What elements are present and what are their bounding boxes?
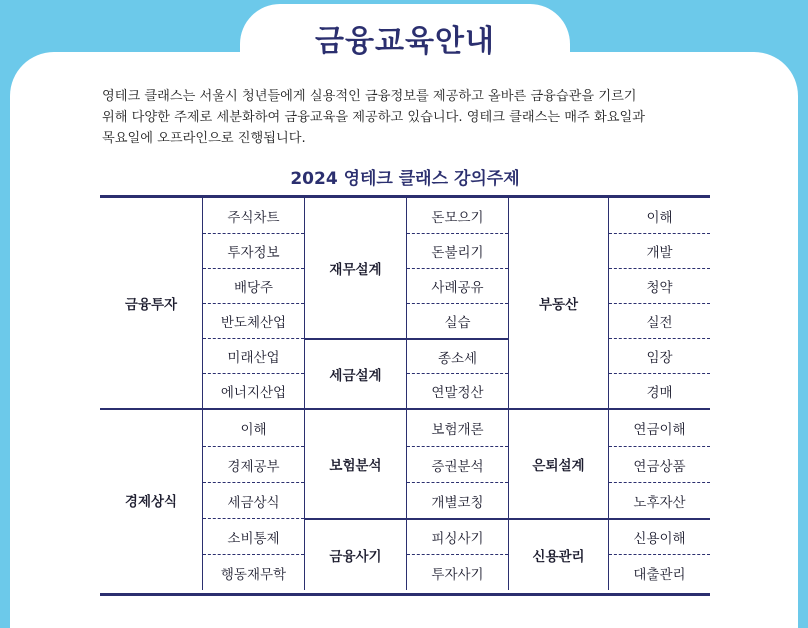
items-column-insurance	[406, 410, 508, 590]
items-column-retirement	[608, 410, 710, 590]
topic-item: 청약	[609, 268, 710, 303]
topic-item: 대출관리	[609, 554, 710, 590]
category-column-insurance	[304, 410, 406, 590]
topic-item: 개별코칭	[407, 482, 508, 518]
topic-item: 이해	[240, 422, 267, 438]
page-title: 금융교육안내	[315, 24, 495, 59]
category-credit: 신용관리	[509, 518, 608, 590]
topic-item: 노후자산	[609, 482, 710, 518]
items-column-economics	[202, 410, 304, 590]
items-column-planning	[406, 198, 508, 408]
topic-item: 보험개론	[431, 422, 484, 438]
topic-item: 투자사기	[407, 554, 508, 590]
topic-item: 경매	[609, 373, 710, 408]
topic-item: 연금상품	[609, 446, 710, 482]
topics-table	[100, 195, 710, 596]
topic-item: 돈불리기	[407, 233, 508, 268]
topic-item: 경제공부	[203, 446, 304, 482]
category-insurance: 보험분석	[329, 458, 382, 474]
category-investment: 금융투자	[124, 297, 178, 313]
topic-item: 이해	[646, 209, 673, 226]
items-column-realestate	[608, 198, 710, 408]
topic-item: 세금상식	[203, 482, 304, 518]
topic-item: 투자정보	[203, 233, 304, 268]
intro-line-2: 위해 다양한 주제로 세분화하여 금융교육을 제공하고 있습니다. 영테크 클래스는 매주 화요일과	[102, 110, 645, 125]
category-financial-planning: 재무설계	[329, 262, 382, 278]
intro-text	[102, 86, 722, 149]
category-retirement: 은퇴설계	[532, 458, 585, 474]
topic-item: 실전	[609, 303, 710, 338]
topic-item: 행동재무학	[203, 554, 304, 590]
topic-item: 종소세	[407, 338, 508, 373]
topic-item: 신용이해	[609, 518, 710, 554]
items-column-investment	[202, 198, 304, 408]
topic-item: 주식차트	[227, 209, 280, 226]
topic-item: 미래산업	[203, 338, 304, 373]
category-real-estate: 부동산	[538, 297, 579, 313]
category-economics: 경제상식	[124, 494, 178, 510]
topic-item: 연말정산	[407, 373, 508, 408]
topic-item: 실습	[407, 303, 508, 338]
topic-item: 임장	[609, 338, 710, 373]
topic-item: 개발	[609, 233, 710, 268]
table-subtitle: 2024 영테크 클래스 강의주제	[290, 169, 520, 189]
topic-item: 증권분석	[407, 446, 508, 482]
category-fraud: 금융사기	[305, 518, 406, 590]
category-tax-planning: 세금설계	[305, 338, 406, 408]
category-column-realestate	[508, 198, 608, 408]
topic-item: 피싱사기	[407, 518, 508, 554]
category-column-investment	[100, 198, 202, 408]
category-column-retirement	[508, 410, 608, 590]
category-column-planning	[304, 198, 406, 408]
intro-line-3: 목요일에 오프라인으로 진행됩니다.	[102, 131, 306, 146]
topic-item: 소비통제	[203, 518, 304, 554]
topic-item: 돈모으기	[431, 209, 484, 226]
intro-line-1: 영테크 클래스는 서울시 청년들에게 실용적인 금융정보를 제공하고 올바른 금융습관을 기르기	[102, 89, 637, 104]
topic-item: 에너지산업	[203, 373, 304, 408]
topic-item: 사례공유	[407, 268, 508, 303]
topic-item: 반도체산업	[203, 303, 304, 338]
category-column-economics	[100, 410, 202, 590]
topic-item: 연금이해	[633, 422, 686, 438]
topic-item: 배당주	[203, 268, 304, 303]
